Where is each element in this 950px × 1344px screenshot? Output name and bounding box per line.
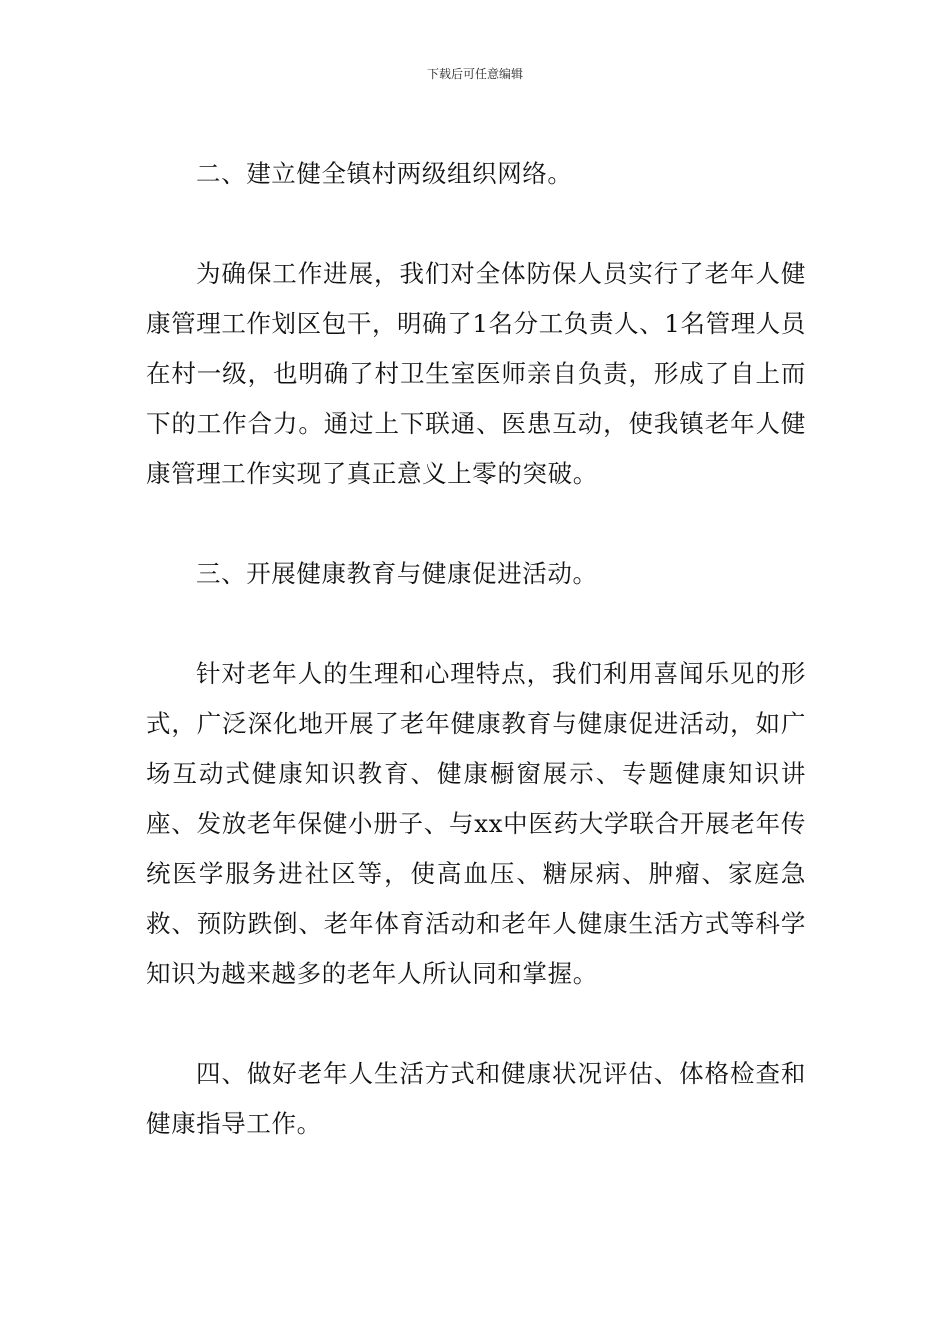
paragraph-gap [146,999,806,1049]
section-heading-2: 二、建立健全镇村两级组织网络。 [196,159,573,188]
paragraph-gap [146,199,806,249]
document-body [146,149,806,1149]
page-header: 下载后可任意编辑 [426,67,523,81]
paragraph-gap [146,599,806,649]
body-paragraph-2: 针对老年人的生理和心理特点，我们利用喜闻乐见的形式，广泛深化地开展了老年健康教育与健康促进活动，如广场互动式健康知识教育、健康橱窗展示、专题健康知识讲座、发放老年保健小册子、与xx中医药大学联合开展老年传统医学服务进社区等，使高血压、糖尿病、肿瘤、家庭急救、预防跌倒、老年体育活动和老年人健康生活方式等科学知识为越来越多的老年人所认同和掌握。 [146,659,806,988]
body-paragraph-1: 为确保工作进展，我们对全体防保人员实行了老年人健康管理工作划区包干，明确了1名分工负责人、1名管理人员在村一级，也明确了村卫生室医师亲自负责，形成了自上而下的工作合力。通过上下联通、医患互动，使我镇老年人健康管理工作实现了真正意义上零的突破。 [146,259,806,488]
section-heading-3: 三、开展健康教育与健康促进活动。 [196,559,598,588]
section-heading-4: 四、做好老年人生活方式和健康状况评估、体格检查和健康指导工作。 [146,1059,806,1138]
paragraph-gap [146,499,806,549]
